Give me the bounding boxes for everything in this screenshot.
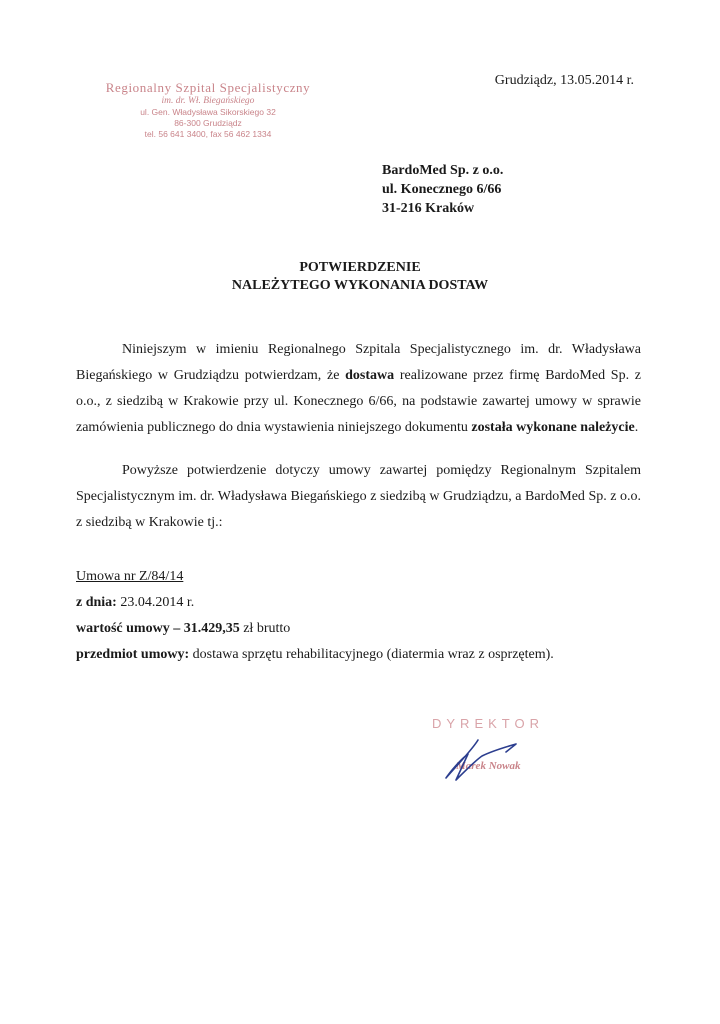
contract-date-value: 23.04.2014 r. — [116, 595, 195, 610]
recipient-street: ul. Konecznego 6/66 — [382, 182, 502, 197]
contract-subject-label: przedmiot umowy: — [76, 647, 190, 662]
stamp-line-5: tel. 56 641 3400, fax 56 462 1334 — [144, 129, 272, 139]
contract-number: Umowa nr Z/84/14 — [76, 569, 184, 584]
contract-subject-value: dostawa sprzętu rehabilitacyjnego (diatermia wraz z osprzętem). — [189, 647, 554, 662]
stamp-line-3: ul. Gen. Władysława Sikorskiego 32 — [140, 107, 276, 117]
paragraph1-text-c: . — [634, 420, 639, 435]
stamp-line-2: im. dr. Wł. Biegańskiego — [161, 96, 255, 106]
paragraph1-text-b: realizowane przez firmę BardoMed Sp. z o.o., z siedzibą w Krakowie przy ul. Konecznego 6/66, na podstawie zawartej umowy w sprawie zamówienia publicznego do dnia wystawienia niniejszego dokumentu — [76, 368, 641, 435]
paragraph-confirmation — [76, 337, 641, 441]
recipient-name: BardoMed Sp. z o.o. — [382, 163, 504, 178]
paragraph1-text-a: Niniejszym w imieniu Regionalnego Szpitala Specjalistycznego im. dr. Władysława Biegańskiego w Grudziądzu potwierdzam, że — [76, 342, 641, 383]
recipient-address — [382, 161, 503, 218]
contract-value-label: wartość umowy – 31.429,35 — [76, 621, 240, 636]
signature-name-stamp: Marek Nowak — [456, 760, 521, 772]
document-title — [0, 259, 720, 295]
director-signature-block — [420, 716, 560, 796]
contract-subject-row — [76, 642, 554, 668]
letter-date: Grudziądz, 13.05.2014 r. — [494, 73, 634, 88]
paragraph-contract-reference: Powyższe potwierdzenie dotyczy umowy zawartej pomiędzy Regionalnym Szpitalem Specjalistycznym im. dr. Władysława Biegańskiego z siedzibą w Grudziądzu, a BardoMed Sp. z o.o. z siedzibą w Krakowie tj.: — [76, 463, 641, 530]
signature-role: DYREKTOR — [432, 716, 544, 731]
contract-details — [76, 564, 554, 668]
paragraph1-bold-a: dostawa — [345, 368, 395, 383]
title-line-1: POTWIERDZENIE — [299, 260, 421, 275]
paragraph1-bold-b: została wykonane należycie — [471, 420, 635, 435]
recipient-city: 31-216 Kraków — [382, 201, 475, 216]
stamp-line-1: Regionalny Szpital Specjalistyczny — [105, 80, 311, 95]
contract-value-row — [76, 616, 554, 642]
contract-date-label: z dnia: — [76, 595, 117, 610]
title-line-2: NALEŻYTEGO WYKONANIA DOSTAW — [231, 278, 489, 293]
handwritten-signature — [420, 716, 560, 796]
stamp-line-4: 86-300 Grudziądz — [174, 118, 242, 128]
contract-date-row — [76, 590, 554, 616]
contract-value-suffix: zł brutto — [239, 621, 291, 636]
hospital-stamp — [92, 80, 324, 140]
